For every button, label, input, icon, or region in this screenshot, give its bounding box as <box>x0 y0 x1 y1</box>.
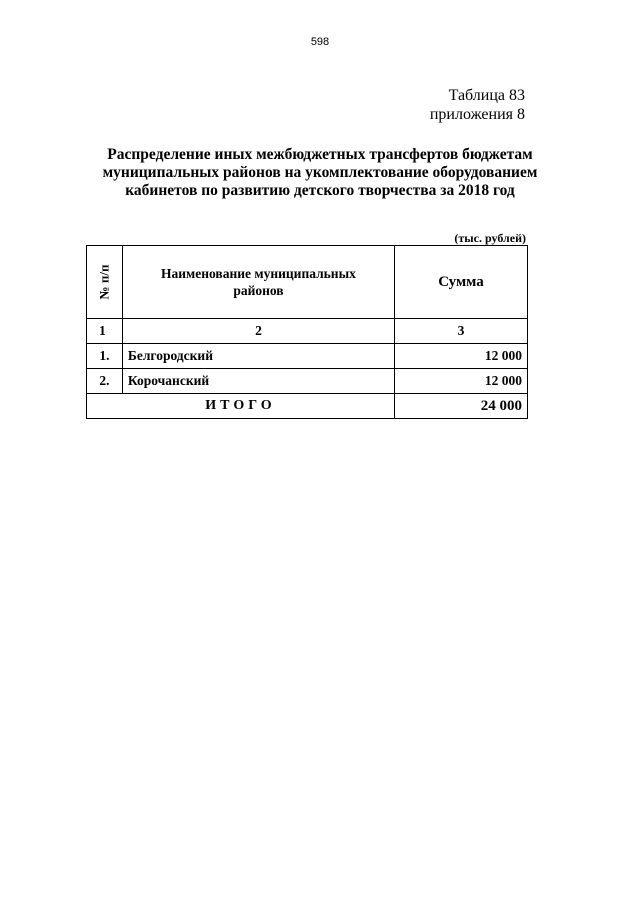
total-label: ИТОГО <box>87 394 395 419</box>
table-reference-line2: приложения 8 <box>429 106 525 123</box>
column-number-3: 3 <box>395 319 528 344</box>
total-row <box>87 394 528 419</box>
header-sum: Сумма <box>395 246 528 319</box>
header-name <box>122 246 394 319</box>
header-name-line2: районов <box>233 283 284 298</box>
units-label: (тыс. рублей) <box>454 231 526 245</box>
total-sum: 24 000 <box>395 394 528 419</box>
document-title-line2: муниципальных районов на укомплектование оборудованием <box>102 164 538 181</box>
table-reference <box>430 86 525 124</box>
row-sum: 12 000 <box>395 344 528 369</box>
row-district-name: Белгородский <box>122 344 394 369</box>
header-number <box>87 246 123 319</box>
document-title <box>60 146 580 200</box>
table-header-row <box>87 246 528 319</box>
budget-table <box>86 245 528 419</box>
column-number-2: 2 <box>122 319 394 344</box>
row-number: 2. <box>87 369 123 394</box>
row-number: 1. <box>87 344 123 369</box>
column-number-row <box>87 319 528 344</box>
column-number-1: 1 <box>87 319 123 344</box>
table-row <box>87 344 528 369</box>
document-title-line1: Распределение иных межбюджетных трансфертов бюджетам <box>107 146 533 163</box>
page-number: 598 <box>310 36 330 48</box>
header-number-label: № п/п <box>96 264 112 300</box>
table-row <box>87 369 528 394</box>
document-title-line3: кабинетов по развитию детского творчества за 2018 год <box>125 182 515 199</box>
row-sum: 12 000 <box>395 369 528 394</box>
table-reference-line1: Таблица 83 <box>448 87 525 104</box>
header-name-line1: Наименование муниципальных <box>161 266 356 281</box>
row-district-name: Корочанский <box>122 369 394 394</box>
